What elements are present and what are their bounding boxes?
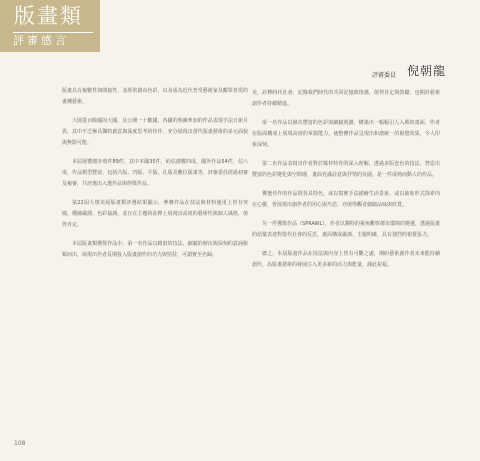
section-header	[0, 0, 100, 52]
judge-label: 評審委員	[372, 72, 397, 79]
paragraph: 美，詮釋時代社會，記錄我們時代的共同記憶與情感，值得肯定與鼓勵，也期許藝術創作者持續精進。	[252, 90, 440, 107]
paragraph: 大展從百餘國的大國，及公開一十數國，各國的熟練參加的作品表現手法日新月異，其中不乏極具獨特創意與深度思考的佳作，充分展現出當代版畫藝術的多元面貌與無限可能。	[62, 118, 248, 146]
right-column	[252, 88, 440, 279]
paragraph: 第一名作品以層次豐富的色彩與細膩刻劃，構築出一幅幅引人入勝的畫面，作者在版面構成上展現高度的掌握能力，使整體作品呈現出和諧統一的視覺效果，令人印象深刻。	[252, 120, 440, 148]
judge-name: 倪朝龍	[407, 64, 447, 78]
paragraph: 版畫具有複數性與間接性，並經常藉由色彩，以及成為近代普受藝術家及觀眾喜愛的畫種藝術。	[62, 88, 248, 105]
paragraph: 第22屆大墩美展版畫類評選結果顯示，參賽作品在技法與材料運用上皆有突破，構圖嚴謹、色彩協調，並且在主題的詮釋上展現出高度的藝術性與個人風格，值得肯定。	[62, 200, 248, 228]
paragraph: 本屆版畫類獲獎作品中，第一名作品以精湛的技法、細膩的層次與深刻的意涵脫穎而出，展現出作者長期投入版畫創作的功力與堅持，可謂實至名歸。	[62, 241, 248, 258]
section-title: 版畫類	[14, 4, 83, 28]
section-subtitle: 評審感言	[13, 32, 93, 47]
paragraph: 另一件獲獎作品（SPRAWL），作者以獨特的視角觀察都市環境的變遷，透過版畫的語彙表達對當代社會的反思，畫面構成嚴謹、主題明確，具有強烈的視覺張力。	[252, 221, 440, 238]
judge-credit	[372, 60, 446, 79]
paragraph: 本屆展覽總計收件89件，其中本國35件，約佔總數四成，國外作品54件，佔六成，作品類型豐富，包括凸版、凹版、平版、孔版及數位版畫等，評審委員經過初審及複審，共評選出入選作品與得獎作品。	[62, 159, 248, 187]
paragraph: 第二名作品表現出作者對於媒材特性的深入理解，透過多版套色的技法，營造出豐富的色彩變化與空間感，畫面充滿詩意與抒情的氛圍，是一件成熟而動人的作品。	[252, 161, 440, 178]
paragraph: 獲選佳作的作品則各具特色，或以寫實手法描繪生活景象，或以抽象形式探索內在心靈，皆展現出創作者的用心與巧思，亦值得觀者細細品味與欣賞。	[252, 191, 440, 208]
page-number: 108	[14, 440, 26, 447]
paragraph: 總之，本屆版畫作品在技法與內容上皆有可觀之處，期盼藝術創作者未來能持續創作，為版畫藝術的發展注入更多新的活力與能量，謹此祝福。	[252, 251, 440, 268]
left-column	[62, 86, 248, 269]
